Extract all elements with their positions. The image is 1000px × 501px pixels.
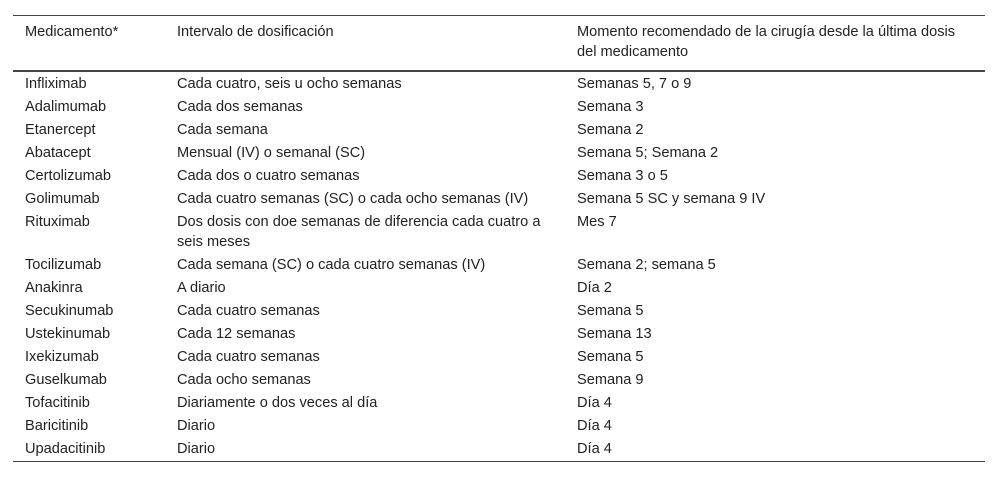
cell-momento: Día 2 — [577, 280, 612, 296]
cell-intervalo: Dos dosis con doe semanas de diferencia cada cuatro a seis meses — [177, 214, 541, 250]
cell-intervalo: Cada cuatro semanas — [177, 349, 320, 365]
cell-momento: Día 4 — [577, 395, 612, 411]
cell-intervalo: Cada dos semanas — [177, 99, 303, 115]
cell-medicamento: Abatacept — [25, 145, 91, 161]
cell-intervalo: Cada cuatro semanas — [177, 303, 320, 319]
table-row — [13, 142, 985, 165]
cell-momento: Día 4 — [577, 441, 612, 457]
cell-medicamento: Ixekizumab — [25, 349, 99, 365]
cell-medicamento: Secukinumab — [25, 303, 114, 319]
cell-medicamento: Ustekinumab — [25, 326, 111, 342]
cell-intervalo: Diario — [177, 441, 216, 457]
cell-momento: Semana 5 SC y semana 9 IV — [577, 191, 766, 207]
cell-intervalo: Cada 12 semanas — [177, 326, 296, 342]
table-row — [13, 119, 985, 142]
table-row — [13, 96, 985, 119]
cell-medicamento: Rituximab — [25, 214, 90, 230]
cell-intervalo: Diario — [177, 418, 216, 434]
table-row — [13, 323, 985, 346]
cell-medicamento: Golimumab — [25, 191, 100, 207]
cell-medicamento: Anakinra — [25, 280, 83, 296]
cell-medicamento: Guselkumab — [25, 372, 107, 388]
table-row — [13, 438, 985, 462]
cell-momento: Semana 9 — [577, 372, 644, 388]
table-row — [13, 165, 985, 188]
header-momento: Momento recomendado de la cirugía desde la última dosis del medicamento — [577, 24, 956, 60]
cell-medicamento: Tofacitinib — [25, 395, 90, 411]
cell-medicamento: Infliximab — [25, 76, 87, 92]
medication-table-container — [13, 15, 985, 462]
cell-momento: Semana 3 — [577, 99, 644, 115]
cell-momento: Día 4 — [577, 418, 612, 434]
cell-intervalo: Diariamente o dos veces al día — [177, 395, 378, 411]
cell-momento: Semana 3 o 5 — [577, 168, 668, 184]
cell-medicamento: Adalimumab — [25, 99, 107, 115]
cell-intervalo: Cada dos o cuatro semanas — [177, 168, 360, 184]
table-body — [13, 71, 985, 461]
table-row — [13, 211, 985, 254]
cell-momento: Semana 5; Semana 2 — [577, 145, 719, 161]
cell-momento: Semana 5 — [577, 349, 644, 365]
table-row — [13, 346, 985, 369]
cell-intervalo: Cada semana (SC) o cada cuatro semanas (IV) — [177, 257, 486, 273]
table-row — [13, 277, 985, 300]
table-row — [13, 254, 985, 277]
cell-medicamento: Upadacitinib — [25, 441, 106, 457]
cell-intervalo: Mensual (IV) o semanal (SC) — [177, 145, 366, 161]
table-row — [13, 415, 985, 438]
cell-intervalo: Cada semana — [177, 122, 268, 138]
cell-medicamento: Tocilizumab — [25, 257, 102, 273]
medication-table — [13, 15, 985, 462]
cell-intervalo: Cada cuatro semanas (SC) o cada ocho semanas (IV) — [177, 191, 529, 207]
cell-intervalo: Cada ocho semanas — [177, 372, 311, 388]
cell-intervalo: Cada cuatro, seis u ocho semanas — [177, 76, 402, 92]
cell-momento: Semana 2 — [577, 122, 644, 138]
cell-intervalo: A diario — [177, 280, 226, 296]
cell-momento: Semana 5 — [577, 303, 644, 319]
cell-momento: Semana 13 — [577, 326, 652, 342]
cell-medicamento: Etanercept — [25, 122, 96, 138]
cell-momento: Semana 2; semana 5 — [577, 257, 716, 273]
table-row — [13, 392, 985, 415]
header-row — [13, 16, 985, 72]
cell-medicamento: Baricitinib — [25, 418, 89, 434]
cell-momento: Semanas 5, 7 o 9 — [577, 76, 692, 92]
cell-momento: Mes 7 — [577, 214, 617, 230]
table-row — [13, 188, 985, 211]
header-intervalo: Intervalo de dosificación — [177, 24, 334, 40]
header-medicamento: Medicamento* — [25, 24, 119, 40]
cell-medicamento: Certolizumab — [25, 168, 111, 184]
table-row — [13, 71, 985, 96]
table-row — [13, 369, 985, 392]
table-row — [13, 300, 985, 323]
table-header — [13, 16, 985, 72]
